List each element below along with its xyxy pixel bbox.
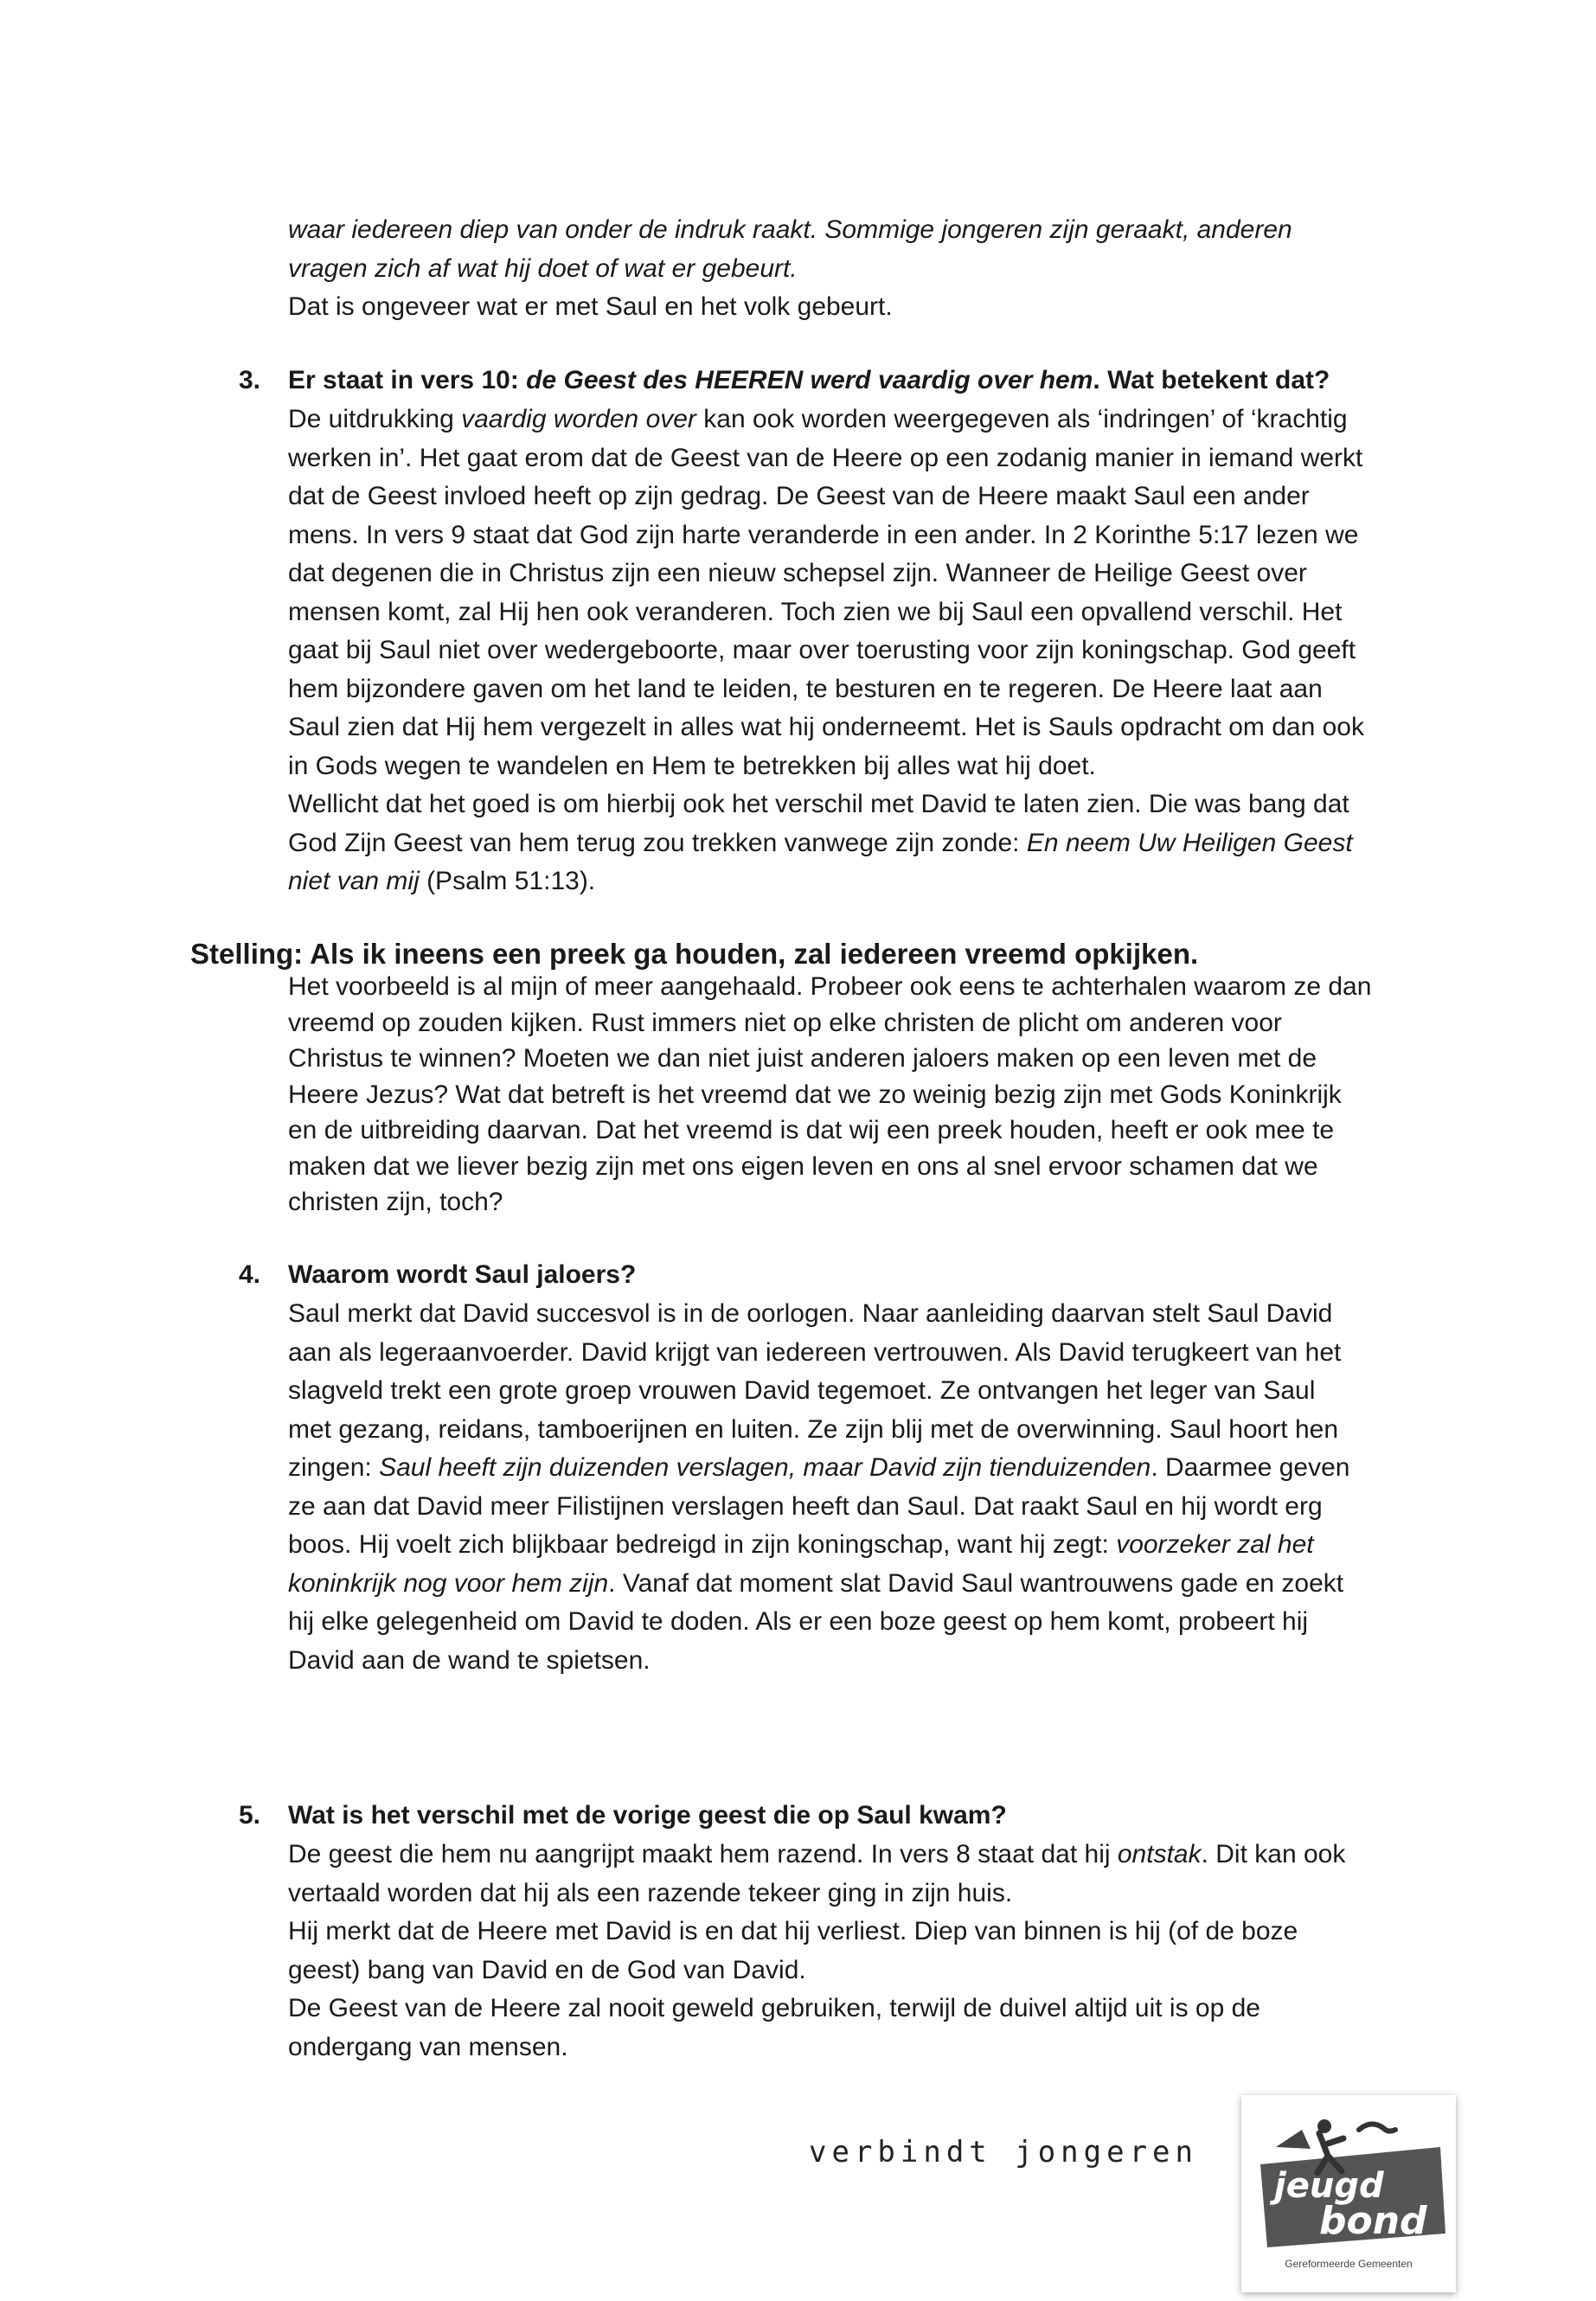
intro-line-1: waar iedereen diep van onder de indruk raakt. Sommige jongeren zijn geraakt, anderen (288, 215, 1292, 244)
jeugdbond-logo (1241, 2095, 1456, 2292)
question-5-title: Wat is het verschil met de vorige geest die op Saul kwam? (288, 1801, 1007, 1830)
footer-slogan: verbindt jongeren (809, 2135, 1198, 2170)
question-4-answer: Saul merkt dat David succesvol is in de oorlogen. Naar aanleiding daarvan stelt Saul David aan als legeraanvoerder. David krijgt van iedereen vertrouwen. Als David terugkeert van het slagveld trekt een grote groep vrouwen David tegemoet. Ze ontvangen het leger van Saul met gezang, reidans, tamboerijnen en luiten. Ze zijn blij met de overwinning. Saul hoort hen zingen: Saul heeft zijn duizenden verslagen, maar David zijn tienduizenden. Daarmee geven ze aan dat David meer Filistijnen verslagen heeft dan Saul. Dat raakt Saul en hij wordt erg boos. Hij voelt zich blijkbaar bedreigd in zijn koningschap, want hij zegt: voorzeker zal het koninkrijk nog voor hem zijn. Vanaf dat moment slat David Saul wantrouwens gade en zoekt hij elke gelegenheid om David te doden. Als er een boze geest op hem komt, probeert hij David aan de wand te spietsen. (288, 1299, 1350, 1675)
question-4-title: Waarom wordt Saul jaloers? (288, 1260, 637, 1289)
stelling-heading: Stelling: Als ik ineens een preek ga houden, zal iedereen vreemd opkijken. (190, 938, 1199, 970)
question-4-number: 4. (239, 1260, 261, 1289)
logo-subtitle: Gereformeerde Gemeenten (1285, 2258, 1413, 2270)
logo-text-bottom: bond (1319, 2199, 1427, 2243)
question-5-number: 5. (239, 1801, 261, 1830)
logo-text-top: jeugd (1274, 2166, 1384, 2206)
question-3-number: 3. (239, 366, 261, 394)
intro-paragraph (288, 211, 1439, 327)
question-3-answer: De uitdrukking vaardig worden over kan ook worden weergegeven als ‘indringen’ of ‘krachtig werken in’. Het gaat erom dat de Geest van de Heere op een zodanig manier in iemand werkt dat de Geest invloed heeft op zijn gedrag. De Geest van de Heere maakt Saul een ander mens. In vers 9 staat dat God zijn harte veranderde in een ander. In 2 Korinthe 5:17 lezen we dat degenen die in Christus zijn een nieuw schepsel zijn. Wanneer de Heilige Geest over mensen komt, zal Hij hen ook veranderen. Toch zien we bij Saul een opvallend verschil. Het gaat bij Saul niet over wedergeboorte, maar over toerusting voor zijn koningschap. God geeft hem bijzondere gaven om het land te leiden, te besturen en te regeren. De Heere laat aan Saul zien dat Hij hem vergezelt in alles wat hij onderneemt. Het is Sauls opdracht om dan ook in Gods wegen te wandelen en Hem te betrekken bij alles wat hij doet. Wellicht dat het goed is om hierbij ook het verschil met David te laten zien. Die was bang dat God Zijn Geest van hem terug zou trekken vanwege zijn zonde: En neem Uw Heiligen Geest niet van mij (Psalm 51:13). (288, 405, 1364, 895)
stelling-paragraph: Het voorbeeld is al mijn of meer aangehaald. Probeer ook eens te achterhalen waarom ze dan vreemd op zouden kijken. Rust immers niet op elke christen de plicht om anderen voor Christus te winnen? Moeten we dan niet juist anderen jaloers maken op een leven met de Heere Jezus? Wat dat betreft is het vreemd dat we zo weinig bezig zijn met Gods Koninkrijk en de uitbreiding daarvan. Dat het vreemd is dat wij een preek houden, heeft er ook mee te maken dat we liever bezig zijn met ons eigen leven en ons al snel ervoor schamen dat we christen zijn, toch? (288, 972, 1372, 1216)
question-5-answer: De geest die hem nu aangrijpt maakt hem razend. In vers 8 staat dat hij ontstak. Dit kan ook vertaald worden dat hij als een razende tekeer ging in zijn huis. Hij merkt dat de Heere met David is en dat hij verliest. Diep van binnen is hij (of de boze geest) bang van David en de God van David. De Geest van de Heere zal nooit geweld gebruiken, terwijl de duivel altijd uit is op de ondergang van mensen. (288, 1840, 1346, 2061)
intro-line-2: vragen zich af wat hij doet of wat er gebeurt. (288, 253, 798, 283)
question-3-title: Er staat in vers 10: de Geest des HEEREN werd vaardig over hem. Wat betekent dat? (288, 366, 1330, 394)
intro-line-3: Dat is ongeveer wat er met Saul en het volk gebeurt. (288, 292, 893, 321)
